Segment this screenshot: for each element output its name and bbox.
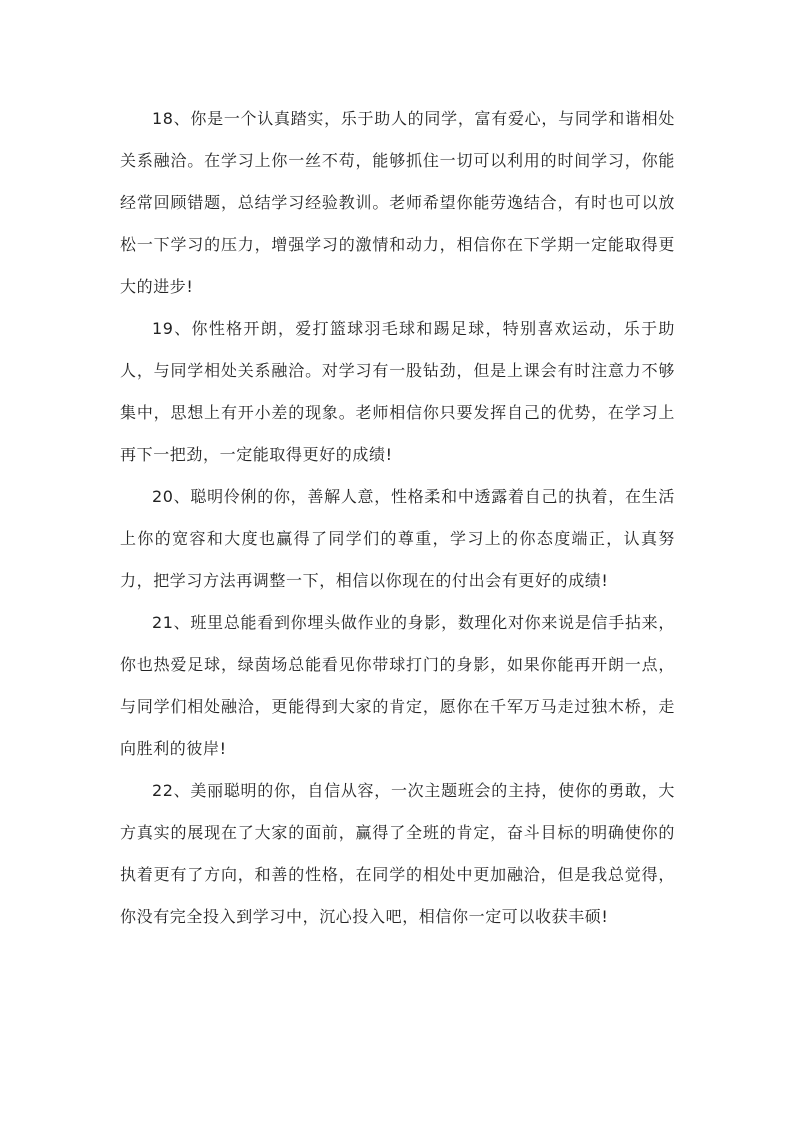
comment-paragraph-22: 22、美丽聪明的你，自信从容，一次主题班会的主持，使你的勇敢，大方真实的展现在了大家的面前，赢得了全班的肯定，奋斗目标的明确使你的执着更有了方向，和善的性格，在同学的相处中更加融洽，但是我总觉得，你没有完全投入到学习中，沉心投入吧，相信你一定可以收获丰硕! xyxy=(120,781,675,926)
comment-paragraph-19: 19、你性格开朗，爱打篮球羽毛球和踢足球，特别喜欢运动，乐于助人，与同学相处关系融洽。对学习有一股钻劲，但是上课会有时注意力不够集中，思想上有开小差的现象。老师相信你只要发挥自己的优势，在学习上再下一把劲，一定能取得更好的成绩! xyxy=(120,319,675,464)
document-body xyxy=(120,98,675,938)
comment-paragraph-18: 18、你是一个认真踏实，乐于助人的同学，富有爱心，与同学和谐相处关系融洽。在学习上你一丝不苟，能够抓住一切可以利用的时间学习，你能经常回顾错题，总结学习经验教训。老师希望你能劳逸结合，有时也可以放松一下学习的压力，增强学习的激情和动力，相信你在下学期一定能取得更大的进步! xyxy=(120,109,675,296)
comment-paragraph-20: 20、聪明伶俐的你，善解人意，性格柔和中透露着自己的执着，在生活上你的宽容和大度也赢得了同学们的尊重，学习上的你态度端正，认真努力，把学习方法再调整一下，相信以你现在的付出会有更好的成绩! xyxy=(120,487,675,590)
comment-paragraph-21: 21、班里总能看到你埋头做作业的身影，数理化对你来说是信手拈来，你也热爱足球，绿茵场总能看见你带球打门的身影，如果你能再开朗一点，与同学们相处融洽，更能得到大家的肯定，愿你在千军万马走过独木桥，走向胜利的彼岸! xyxy=(120,613,675,758)
